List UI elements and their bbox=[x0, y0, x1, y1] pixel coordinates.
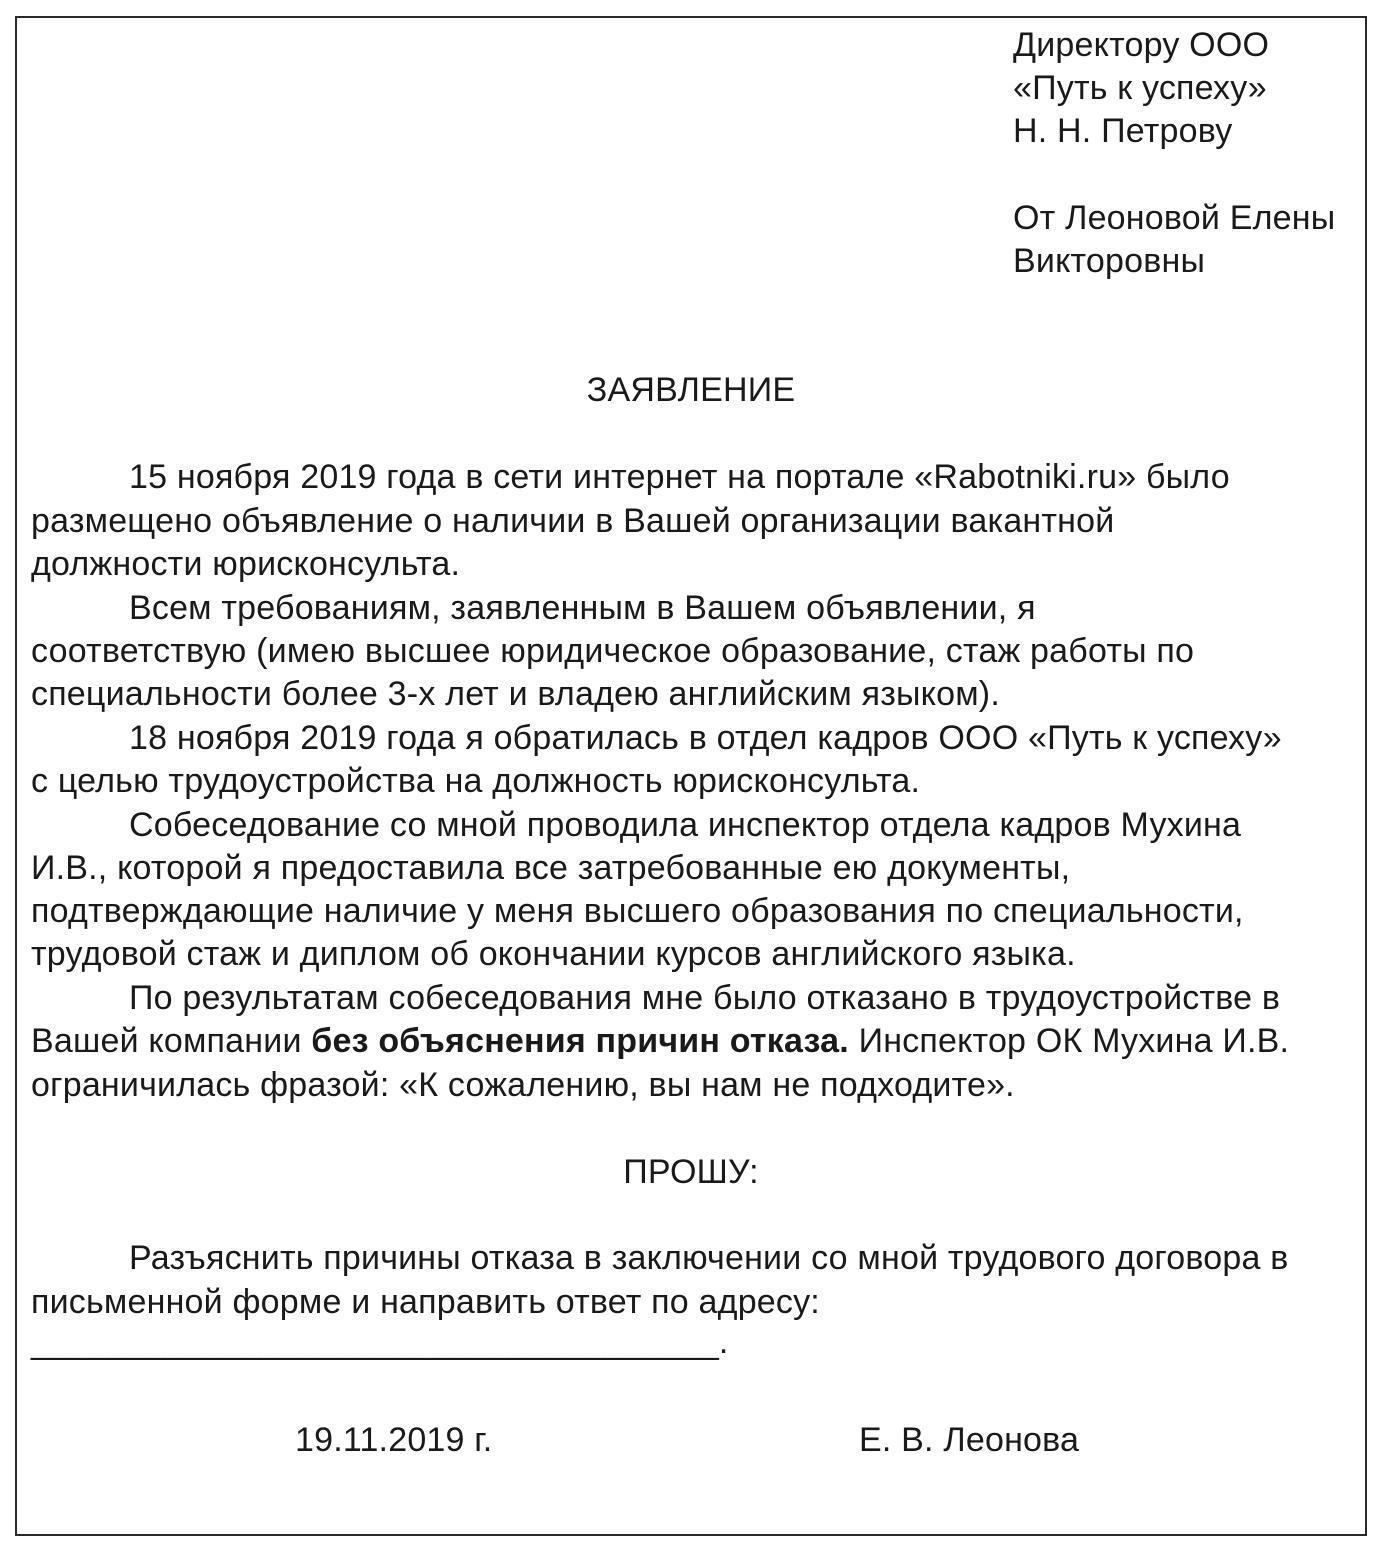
request-line-1: Разъяснить причины отказа в заключении со мной трудового договора в bbox=[129, 1239, 1289, 1277]
paragraph-5-line-3: ограничилась фразой: «К сожалению, вы нам не подходите». bbox=[31, 1066, 1015, 1104]
paragraph-4-line-3: подтверждающие наличие у меня высшего образования по специальности, bbox=[31, 892, 1244, 930]
emphasis-no-explanation: без объяснения причин отказа. bbox=[311, 1022, 849, 1060]
paragraph-2-line-3: специальности более 3-х лет и владею английским языком). bbox=[31, 675, 1000, 713]
paragraph-1-line-1: 15 ноября 2019 года в сети интернет на портале «Rabotniki.ru» было bbox=[129, 458, 1230, 496]
paragraph-5-line-1: По результатам собеседования мне было отказано в трудоустройстве в bbox=[129, 979, 1281, 1017]
paragraph-5-line-2 bbox=[31, 1021, 1289, 1061]
address-blank-line: ____________________________________. bbox=[31, 1323, 729, 1361]
paragraph-1-line-2: размещено объявление о наличии в Вашей организации вакантной bbox=[31, 502, 1115, 540]
paragraph-4-line-4: трудовой стаж и диплом об окончании курсов английского языка. bbox=[31, 935, 1076, 973]
signature-name: Е. В. Леонова bbox=[859, 1421, 1080, 1459]
paragraph-1-line-3: должности юрисконсульта. bbox=[31, 545, 461, 583]
paragraph-4-line-1: Собеседование со мной проводила инспектор отдела кадров Мухина bbox=[129, 806, 1242, 844]
paragraph-5-text-after: Инспектор ОК Мухина И.В. bbox=[848, 1022, 1290, 1060]
document-title: ЗАЯВЛЕНИЕ bbox=[586, 371, 796, 409]
addressee-line-1: Директору ООО bbox=[1013, 26, 1270, 64]
paragraph-2-line-1: Всем требованиям, заявленным в Вашем объявлении, я bbox=[129, 589, 1036, 627]
paragraph-5-text-before: Вашей компании bbox=[31, 1022, 312, 1060]
addressee-line-3: Н. Н. Петрову bbox=[1013, 112, 1233, 150]
paragraph-4-line-2: И.В., которой я предоставила все затребованные ею документы, bbox=[31, 849, 1071, 887]
paragraph-2-line-2: соответствую (имею высшее юридическое образование, стаж работы по bbox=[31, 632, 1195, 670]
request-line-2: письменной форме и направить ответ по адресу: bbox=[31, 1283, 820, 1321]
sender-line-2: Викторовны bbox=[1013, 242, 1206, 280]
request-heading: ПРОШУ: bbox=[623, 1153, 759, 1191]
addressee-line-2: «Путь к успеху» bbox=[1013, 69, 1267, 107]
paragraph-3-line-1: 18 ноября 2019 года я обратилась в отдел кадров ООО «Путь к успеху» bbox=[129, 719, 1282, 757]
document-date: 19.11.2019 г. bbox=[295, 1421, 493, 1459]
paragraph-3-line-2: с целью трудоустройства на должность юрисконсульта. bbox=[31, 762, 921, 800]
sender-line-1: От Леоновой Елены bbox=[1013, 199, 1336, 237]
